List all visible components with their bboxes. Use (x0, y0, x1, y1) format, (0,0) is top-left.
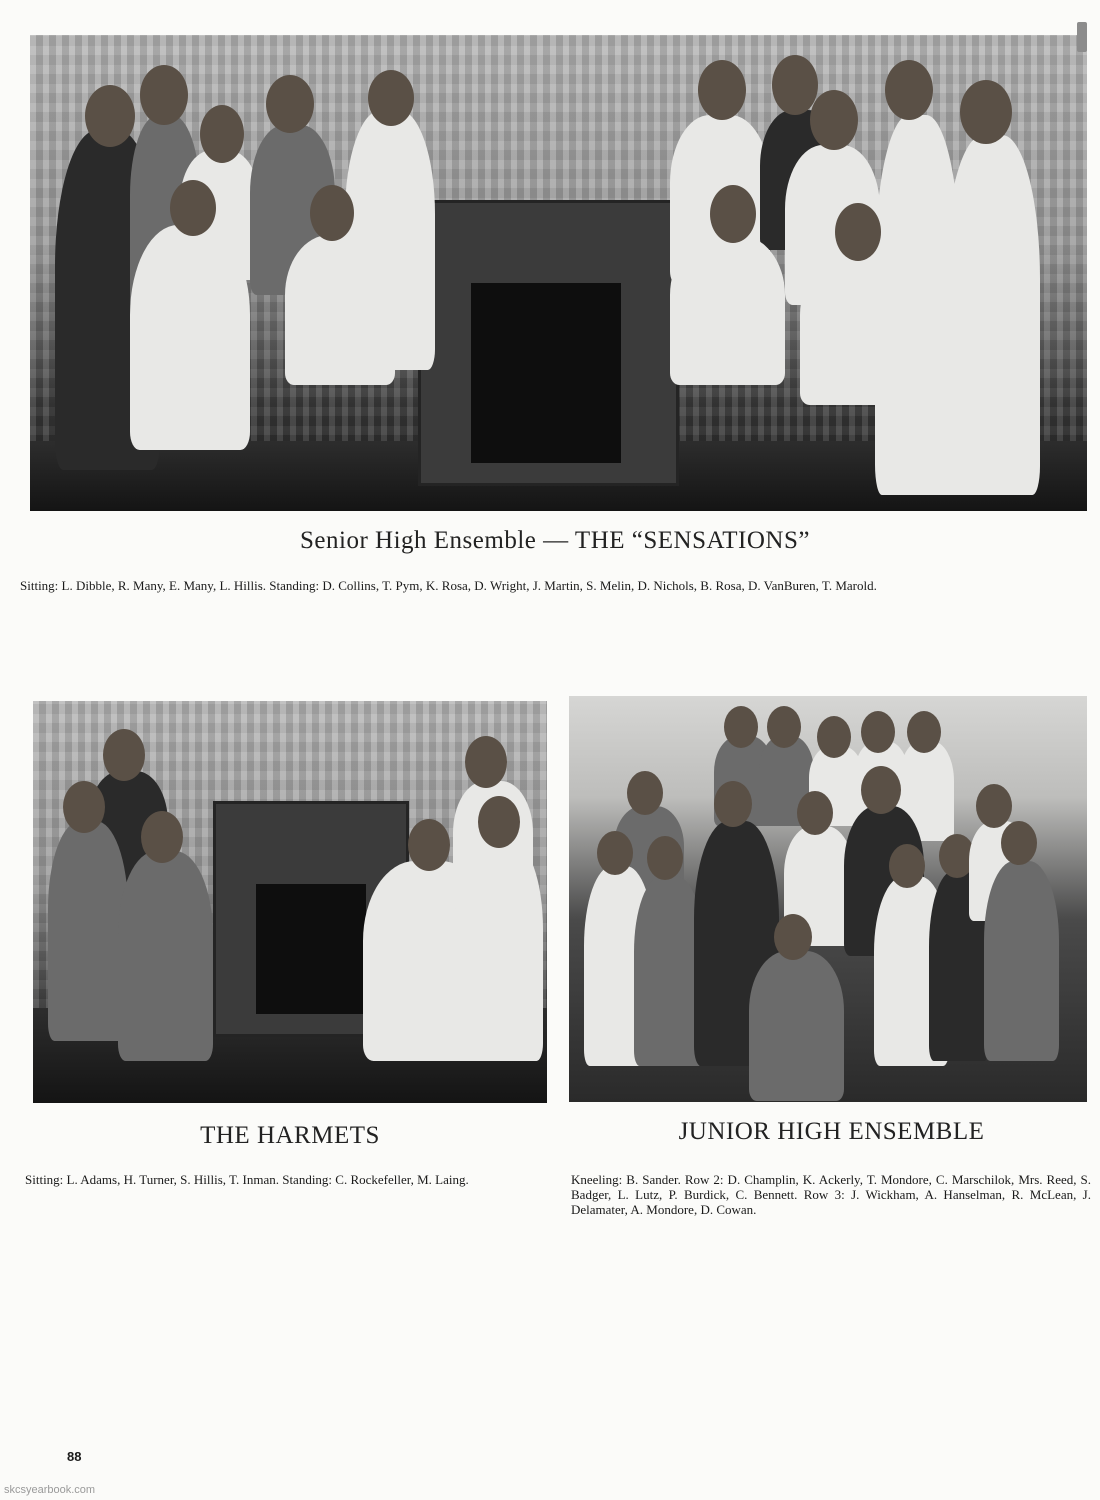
harmets-photo (33, 701, 547, 1103)
person-figure (48, 821, 128, 1041)
person-head (960, 80, 1012, 144)
person-head (774, 914, 812, 960)
person-head (63, 781, 105, 833)
person-head (85, 85, 135, 147)
person-head (266, 75, 314, 133)
person-head (797, 791, 833, 835)
person-head (861, 766, 901, 814)
sensations-caption: Sitting: L. Dibble, R. Many, E. Many, L. Hillis. Standing: D. Collins, T. Pym, K. Rosa, D. Wright, J. Martin, S. Melin, D. Nichols, B. Rosa, D. VanBuren, T. Marold. (20, 578, 877, 593)
page-number: 88 (67, 1449, 82, 1464)
person-head (710, 185, 756, 243)
person-figure (945, 135, 1040, 495)
person-head (835, 203, 881, 261)
page-edge-mark (1077, 22, 1087, 52)
person-head (140, 65, 188, 125)
person-head (200, 105, 244, 163)
person-figure (749, 951, 844, 1101)
person-figure (670, 235, 785, 385)
person-head (647, 836, 683, 880)
harmets-title: THE HARMETS (200, 1122, 380, 1149)
person-figure (285, 235, 395, 385)
junior-title: JUNIOR HIGH ENSEMBLE (678, 1118, 985, 1145)
person-figure (118, 851, 213, 1061)
person-head (976, 784, 1012, 828)
person-figure (984, 861, 1059, 1061)
person-head (885, 60, 933, 120)
person-head (310, 185, 354, 241)
person-head (597, 831, 633, 875)
sensations-title: Senior High Ensemble — THE “SENSATIONS” (300, 527, 810, 554)
person-head (724, 706, 758, 748)
person-head (1001, 821, 1037, 865)
watermark: skcsyearbook.com (4, 1484, 96, 1496)
person-head (465, 736, 507, 788)
person-head (627, 771, 663, 815)
person-head (368, 70, 414, 126)
person-head (907, 711, 941, 753)
fireplace (418, 200, 679, 486)
person-figure (463, 841, 543, 1061)
person-head (103, 729, 145, 781)
person-head (478, 796, 520, 848)
person-figure (130, 225, 250, 450)
person-head (772, 55, 818, 115)
person-head (810, 90, 858, 150)
junior-photo (569, 696, 1087, 1102)
person-head (767, 706, 801, 748)
junior-caption: Kneeling: B. Sander. Row 2: D. Champlin, K. Ackerly, T. Mondore, C. Marschilok, Mrs. Reed, S. Badger, L. Lutz, P. Burdick, C. Bennett. Row 3: J. Wickham, A. Hanselman, R. McLean, J. Delamater, A. Mondore, D. Cowan. (571, 1172, 1091, 1217)
person-head (714, 781, 752, 827)
person-head (698, 60, 746, 120)
person-head (408, 819, 450, 871)
harmets-caption: Sitting: L. Adams, H. Turner, S. Hillis, T. Inman. Standing: C. Rockefeller, M. Laing. (25, 1172, 469, 1187)
person-head (861, 711, 895, 753)
person-head (141, 811, 183, 863)
person-head (817, 716, 851, 758)
sensations-photo (30, 35, 1087, 511)
person-head (889, 844, 925, 888)
person-head (170, 180, 216, 236)
person-figure (800, 255, 920, 405)
